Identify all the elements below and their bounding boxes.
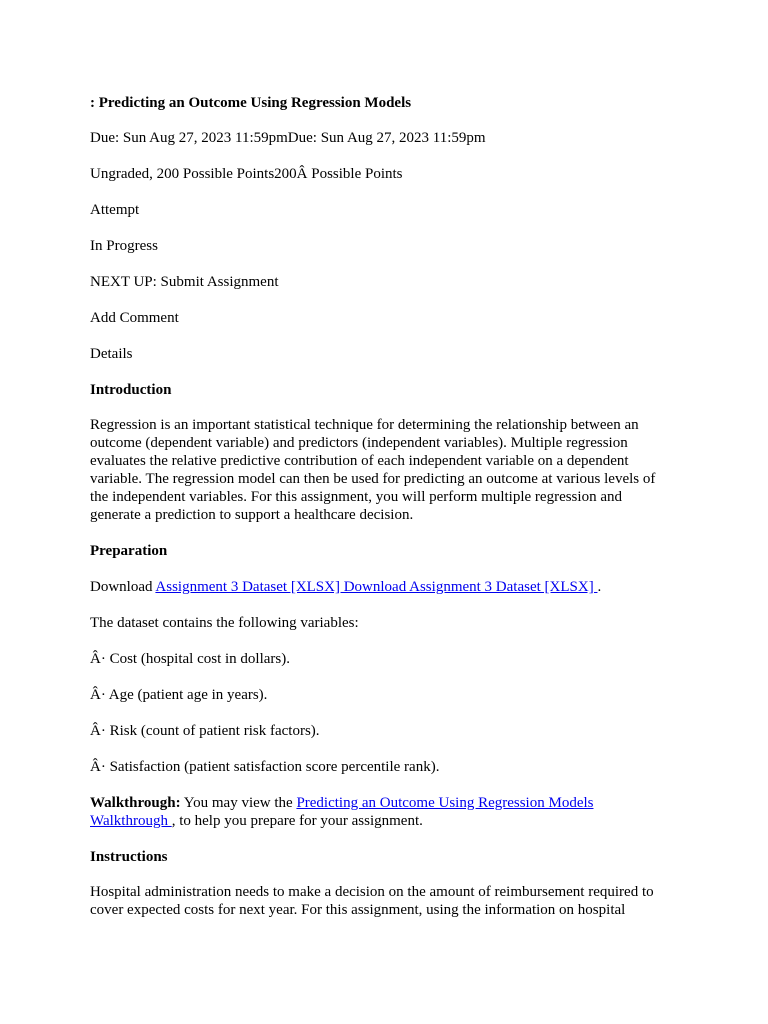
walkthrough-suffix: , to help you prepare for your assignment.: [171, 813, 423, 829]
introduction-body: Regression is an important statistical technique for determining the relationship between an outcome (dependent variable) and predictors (independent variables). Multiple regression evaluates the relative predictive contribution of each independent variable on a dependent variable. The regression model can then be used for predicting an outcome at various levels of the independent variables. For this assignment, you will perform multiple regression and generate a prediction to support a healthcare decision.: [90, 417, 656, 523]
status-text: In Progress: [90, 238, 158, 254]
walkthrough-link-part2[interactable]: Walkthrough: [90, 813, 172, 829]
variable-item-risk: Â· Risk (count of patient risk factors).: [90, 723, 320, 739]
download-prefix: Download: [90, 579, 156, 595]
due-date: Due: Sun Aug 27, 2023 11:59pmDue: Sun Aug 27, 2023 11:59pm: [90, 130, 486, 146]
walkthrough-prefix: You may view the: [180, 795, 297, 811]
variable-item-cost: Â· Cost (hospital cost in dollars).: [90, 651, 290, 667]
walkthrough-label: Walkthrough:: [90, 795, 181, 811]
download-suffix: .: [597, 579, 602, 595]
details-label: Details: [90, 346, 133, 362]
next-up-text: NEXT UP: Submit Assignment: [90, 274, 279, 290]
instructions-body: Hospital administration needs to make a decision on the amount of reimbursement required to cover expected costs for next year. For this assignment, using the information on hospital: [90, 884, 654, 918]
walkthrough-line-1: [90, 794, 593, 812]
attempt-label: Attempt: [90, 202, 140, 218]
walkthrough-line-2: [90, 812, 423, 830]
dataset-download-link[interactable]: Assignment 3 Dataset [XLSX] Download Assignment 3 Dataset [XLSX]: [155, 579, 598, 595]
add-comment: Add Comment: [90, 310, 179, 326]
instructions-heading: Instructions: [90, 849, 168, 865]
dataset-intro: The dataset contains the following variables:: [90, 615, 359, 631]
walkthrough-link-part1[interactable]: Predicting an Outcome Using Regression Models: [296, 795, 594, 811]
variable-item-age: Â· Age (patient age in years).: [90, 687, 268, 703]
variable-item-satisfaction: Â· Satisfaction (patient satisfaction score percentile rank).: [90, 759, 440, 775]
download-line: [90, 578, 601, 596]
assignment-title: : Predicting an Outcome Using Regression Models: [90, 95, 412, 111]
points-info: Ungraded, 200 Possible Points200Â Possible Points: [90, 166, 403, 182]
preparation-heading: Preparation: [90, 543, 168, 559]
introduction-heading: Introduction: [90, 382, 172, 398]
